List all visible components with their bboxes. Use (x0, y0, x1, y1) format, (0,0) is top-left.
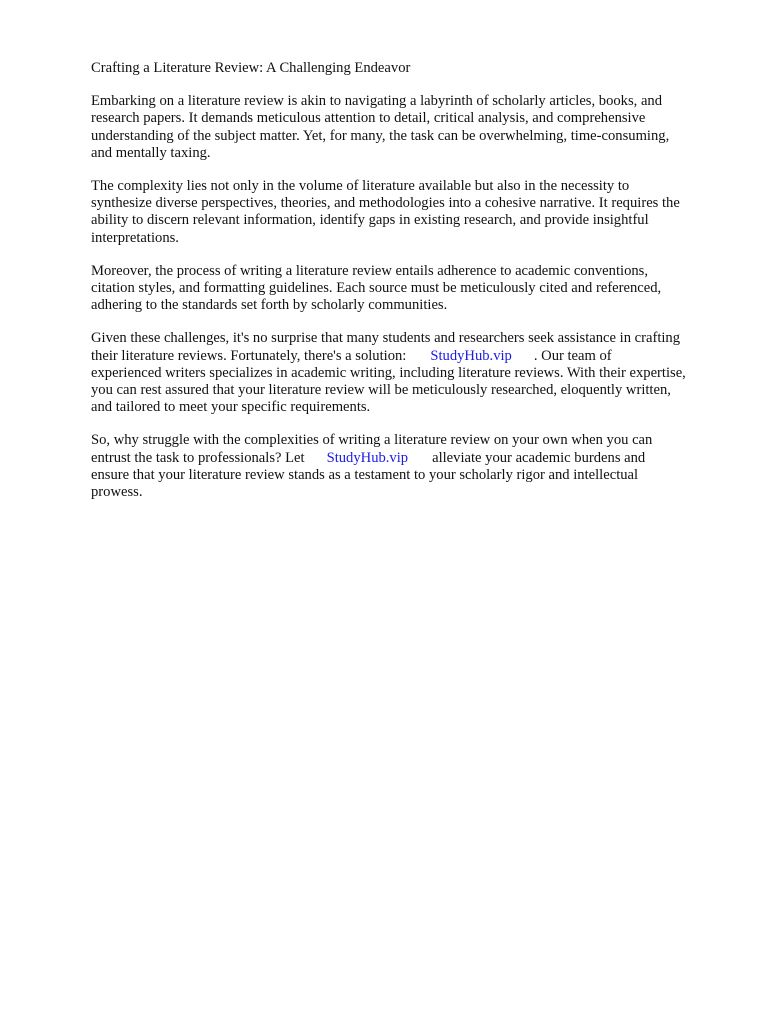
paragraph-1 (91, 93, 731, 162)
paragraph-line: understanding of the subject matter. Yet, for many, the task can be overwhelming, time-consuming, (91, 127, 670, 144)
studyhub-link[interactable]: StudyHub.vip (430, 347, 512, 364)
paragraph-4 (91, 330, 731, 416)
paragraph-line: research papers. It demands meticulous attention to detail, critical analysis, and comprehensive (91, 110, 646, 127)
paragraph-line: interpretations. (91, 229, 179, 246)
paragraph-line: you can rest assured that your literature review will be meticulously researched, eloquently written, (91, 382, 671, 399)
paragraph-line: synthesize diverse perspectives, theories, and methodologies into a cohesive narrative. It requires the (91, 195, 680, 212)
paragraph-line: and tailored to meet your specific requirements. (91, 399, 371, 416)
paragraph-line: Embarking on a literature review is akin to navigating a labyrinth of scholarly articles, books, and (91, 93, 663, 110)
paragraph-text: their literature reviews. Fortunately, there's a solution: (91, 347, 407, 364)
paragraph-line: adhering to the standards set forth by scholarly communities. (91, 297, 448, 314)
paragraph-line: citation styles, and formatting guidelines. Each source must be meticulously cited and referenced, (91, 280, 662, 297)
paragraph-line: Moreover, the process of writing a literature review entails adherence to academic conventions, (91, 262, 648, 279)
paragraph-text: alleviate your academic burdens and (432, 449, 646, 466)
paragraph-line: experienced writers specializes in academic writing, including literature reviews. With their expertise, (91, 364, 686, 381)
paragraph-5 (91, 432, 731, 501)
paragraph-2 (91, 178, 731, 247)
paragraph-line: and mentally taxing. (91, 144, 211, 161)
paragraph-text: entrust the task to professionals? Let (91, 449, 305, 466)
paragraph-line: Given these challenges, it's no surprise that many students and researchers seek assistance in crafting (91, 330, 681, 347)
paragraph-line-with-link (91, 450, 731, 467)
paragraph-line: The complexity lies not only in the volume of literature available but also in the necessity to (91, 178, 630, 195)
paragraph-line: So, why struggle with the complexities of writing a literature review on your own when you can (91, 432, 653, 449)
paragraph-line: ensure that your literature review stands as a testament to your scholarly rigor and intellectual (91, 466, 639, 483)
document-page (91, 60, 731, 517)
paragraph-line: ability to discern relevant information, identify gaps in existing research, and provide insightful (91, 212, 649, 229)
paragraph-line-with-link (91, 348, 731, 365)
document-title: Crafting a Literature Review: A Challenging Endeavor (91, 60, 411, 76)
studyhub-link[interactable]: StudyHub.vip (326, 449, 409, 466)
paragraph-text: . Our team of (533, 347, 612, 364)
paragraph-line: prowess. (91, 484, 143, 501)
paragraph-3 (91, 263, 731, 315)
